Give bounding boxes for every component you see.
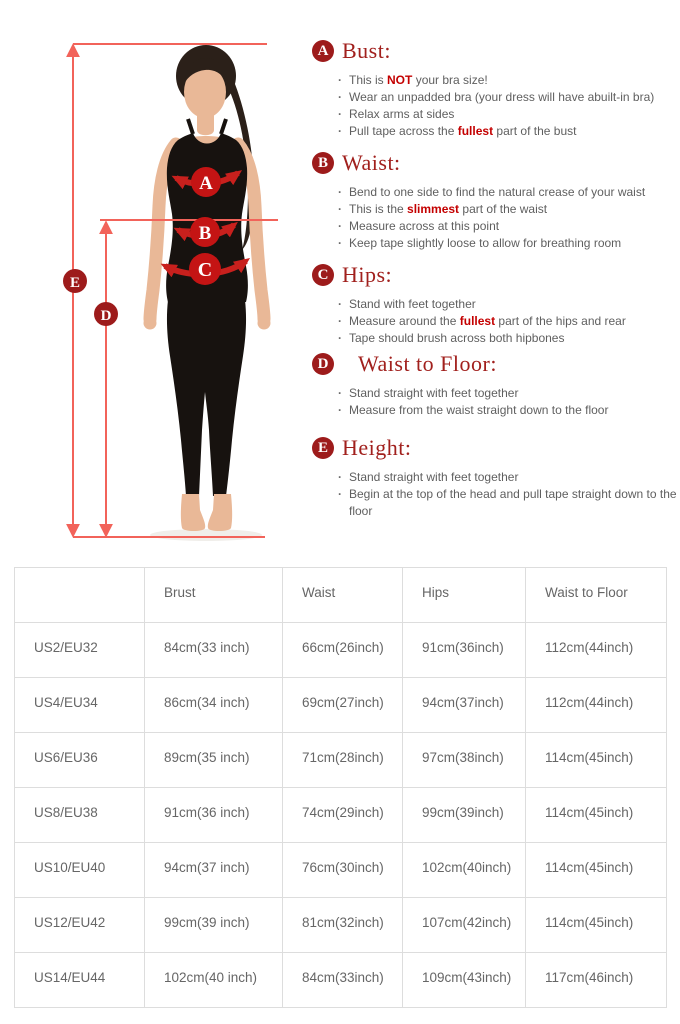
waist-bullet-2: · This is the slimmest part of the waist	[338, 201, 680, 218]
right-foot	[208, 494, 232, 531]
bust-title: Bust:	[342, 38, 391, 63]
woman-figure	[144, 45, 271, 541]
measurement-value: 114cm(45inch)	[526, 843, 667, 898]
size-chart-table	[14, 567, 667, 1008]
size-label: US14/EU44	[15, 953, 145, 1008]
bust-letter-badge: A	[312, 40, 334, 62]
bust-badge-letter: A	[199, 173, 213, 194]
size-label: US10/EU40	[15, 843, 145, 898]
left-strap	[188, 119, 193, 134]
waist-floor-badge-letter: D	[100, 308, 112, 324]
measurement-value: 112cm(44inch)	[526, 623, 667, 678]
section-hips	[312, 260, 680, 347]
height-badge	[63, 269, 87, 293]
measurement-value: 114cm(45inch)	[526, 733, 667, 788]
size-label: US12/EU42	[15, 898, 145, 953]
section-waist-to-floor	[312, 349, 680, 419]
measurement-value: 102cm(40inch)	[403, 843, 526, 898]
measurement-value: 117cm(46inch)	[526, 953, 667, 1008]
waist-bullet-4: · Keep tape slightly loose to allow for breathing room	[338, 235, 680, 252]
bust-bullet-3: · Relax arms at sides	[338, 106, 680, 123]
section-waist	[312, 148, 680, 252]
measurement-value: 86cm(34 inch)	[145, 678, 283, 733]
neck	[197, 110, 214, 135]
height-title: Height:	[342, 435, 412, 460]
left-hand	[144, 317, 157, 330]
measurement-value: 107cm(42inch)	[403, 898, 526, 953]
measurement-value: 94cm(37inch)	[403, 678, 526, 733]
waist-bullet-3: · Measure across at this point	[338, 218, 680, 235]
size-row-us2-eu32	[15, 623, 667, 678]
waist-to-floor-heading	[312, 349, 680, 379]
size-row-us6-eu36	[15, 733, 667, 788]
size-chart-header	[15, 568, 667, 623]
bust-tips-list	[312, 72, 680, 140]
hips-badge	[189, 253, 221, 285]
measurement-value: 114cm(45inch)	[526, 898, 667, 953]
col-header-waist: Waist	[283, 568, 403, 623]
measurement-value: 97cm(38inch)	[403, 733, 526, 788]
height-badge-letter: E	[69, 275, 81, 291]
bust-bullet-1: · This is NOT your bra size!	[338, 72, 680, 89]
size-label: US6/EU36	[15, 733, 145, 788]
waist-badge	[190, 217, 220, 247]
size-row-us14-eu44	[15, 953, 667, 1008]
measurement-value: 91cm(36inch)	[403, 623, 526, 678]
waist-badge-letter: B	[198, 223, 212, 244]
waist-tips-list	[312, 184, 680, 252]
measurement-value: 66cm(26inch)	[283, 623, 403, 678]
size-label: US8/EU38	[15, 788, 145, 843]
measurement-value: 76cm(30inch)	[283, 843, 403, 898]
height-heading	[312, 433, 680, 463]
hips-title: Hips:	[342, 262, 393, 287]
waist-letter-badge: B	[312, 152, 334, 174]
hips-heading	[312, 260, 680, 290]
measurement-value: 114cm(45inch)	[526, 788, 667, 843]
size-row-us8-eu38	[15, 788, 667, 843]
bust-badge	[191, 167, 221, 197]
hips-bullet-3: · Tape should brush across both hipbones	[338, 330, 680, 347]
left-foot	[181, 494, 205, 531]
height-letter-badge: E	[312, 437, 334, 459]
waist-to-floor-letter-badge: D	[312, 353, 334, 375]
measurement-value: 71cm(28inch)	[283, 733, 403, 788]
hips-bullet-1: · Stand with feet together	[338, 296, 680, 313]
waist-bullet-1: · Bend to one side to find the natural crease of your waist	[338, 184, 680, 201]
col-header-waist-to-floor: Waist to Floor	[526, 568, 667, 623]
bust-bullet-2: · Wear an unpadded bra (your dress will have abuilt-in bra)	[338, 89, 680, 106]
measurement-value: 69cm(27inch)	[283, 678, 403, 733]
col-header-brust: Brust	[145, 568, 283, 623]
waist-floor-badge	[94, 302, 118, 326]
measurement-value: 112cm(44inch)	[526, 678, 667, 733]
right-strap	[221, 119, 226, 134]
hips-letter-badge: C	[312, 264, 334, 286]
height-bullet-1: · Stand straight with feet together	[338, 469, 680, 486]
waist-title: Waist:	[342, 150, 401, 175]
measurement-value: 81cm(32inch)	[283, 898, 403, 953]
size-row-us10-eu40	[15, 843, 667, 898]
measurement-value: 84cm(33inch)	[283, 953, 403, 1008]
size-label: US4/EU34	[15, 678, 145, 733]
measurement-value: 99cm(39 inch)	[145, 898, 283, 953]
measurement-value: 94cm(37 inch)	[145, 843, 283, 898]
waist-to-floor-bullet-1: · Stand straight with feet together	[338, 385, 680, 402]
hips-tips-list	[312, 296, 680, 347]
floor-shadow	[150, 529, 262, 541]
measurement-value: 91cm(36 inch)	[145, 788, 283, 843]
measurement-value: 102cm(40 inch)	[145, 953, 283, 1008]
waist-to-floor-title: Waist to Floor:	[358, 351, 497, 376]
waist-heading	[312, 148, 680, 178]
bust-bullet-4: · Pull tape across the fullest part of the bust	[338, 123, 680, 140]
hips-bullet-2: · Measure around the fullest part of the hips and rear	[338, 313, 680, 330]
col-header-hips: Hips	[403, 568, 526, 623]
col-header-size	[15, 568, 145, 623]
section-height	[312, 433, 680, 520]
section-bust	[312, 36, 680, 140]
measurement-value: 84cm(33 inch)	[145, 623, 283, 678]
right-hand	[258, 317, 271, 330]
measurement-instructions	[312, 36, 680, 528]
waist-to-floor-bullet-2: · Measure from the waist straight down to the floor	[338, 402, 680, 419]
measurement-value: 109cm(43inch)	[403, 953, 526, 1008]
measurement-value: 89cm(35 inch)	[145, 733, 283, 788]
measurement-value: 99cm(39inch)	[403, 788, 526, 843]
measurement-value: 74cm(29inch)	[283, 788, 403, 843]
hips-badge-letter: C	[197, 259, 213, 281]
size-row-us12-eu42	[15, 898, 667, 953]
measurement-figure-diagram	[0, 0, 320, 560]
bust-heading	[312, 36, 680, 66]
leggings	[167, 300, 246, 496]
height-tips-list	[312, 469, 680, 520]
waist-to-floor-tips-list	[312, 385, 680, 419]
height-bullet-2: · Begin at the top of the head and pull tape straight down to the floor	[338, 486, 680, 520]
size-label: US2/EU32	[15, 623, 145, 678]
size-row-us4-eu34	[15, 678, 667, 733]
